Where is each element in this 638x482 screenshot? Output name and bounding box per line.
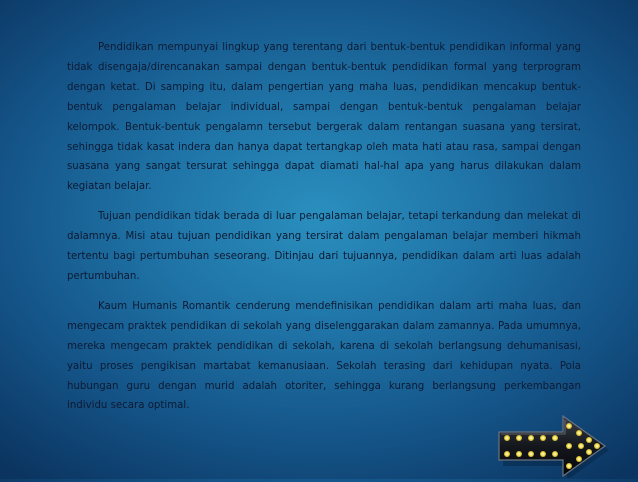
paragraph-2: Tujuan pendidikan tidak berada di luar pengalaman belajar, tetapi terkandung dan melekat di dalamnya. Misi atau tujuan pendidikan yang tersirat dalam pengalaman belajar memberi hikmah tertentu bagi pertumbuhan seseorang. Ditinjau dari tujuannya, pendidikan dalam arti luas adalah pertumbuhan. bbox=[67, 211, 581, 282]
next-arrow-icon bbox=[495, 414, 613, 478]
next-slide-button[interactable] bbox=[495, 414, 613, 478]
slide-body bbox=[67, 38, 581, 426]
paragraph-1: Pendidikan mempunyai lingkup yang terentang dari bentuk-bentuk pendidikan informal yang tidak disengaja/direncanakan sampai dengan bentuk-bentuk pendidikan formal yang terprogram dengan ketat. Di samping itu, dalam pengertian yang maha luas, pendidikan mencakup bentuk-bentuk pengalaman belajar individual, sampai dengan bentuk-bentuk pengalaman belajar kelompok. Bentuk-bentuk pengalamn tersebut bergerak dalam rentangan suasana yang tersirat, sehingga tidak kasat indera dan hanya dapat tertangkap oleh mata hati atau rasa, sampai dengan suasana yang sangat tersurat sehingga dapat diamati hal-hal apa yang harus dilakukan dalam kegiatan belajar. bbox=[67, 42, 581, 193]
paragraph-3: Kaum Humanis Romantik cenderung mendefinisikan pendidikan dalam arti maha luas, dan mengecam praktek pendidikan di sekolah yang diselenggarakan dalam zamannya. Pada umumnya, mereka mengecam praktek pendidikan di sekolah, karena di sekolah berlangsung dehumanisasi, yaitu proses pengikisan martabat kemanusiaan. Sekolah terasing dari kehidupan nyata. Pola hubungan guru dengan murid adalah otoriter, sehingga kurang berlangsung perkembangan individu secara optimal. bbox=[67, 300, 581, 412]
